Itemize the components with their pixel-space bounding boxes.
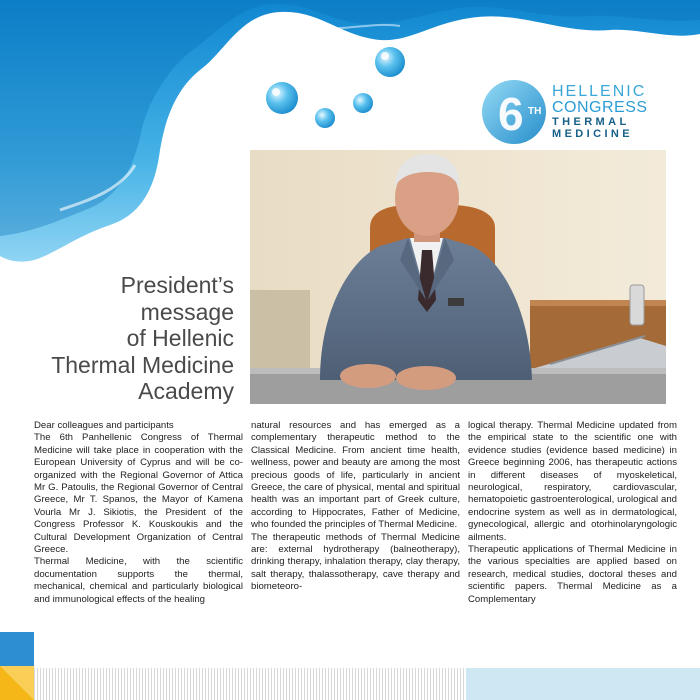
footer-blue-bar bbox=[466, 668, 700, 700]
blue-corner-square bbox=[0, 632, 34, 666]
logo-line-thermal: THERMAL bbox=[552, 116, 630, 128]
paragraph: Dear colleagues and participants bbox=[34, 420, 174, 431]
logo-text bbox=[552, 84, 648, 140]
logo-number: 6 bbox=[498, 88, 524, 140]
body-column-1 bbox=[34, 420, 243, 606]
yellow-corner-square bbox=[0, 666, 34, 700]
title-line: of Hellenic bbox=[126, 325, 234, 351]
title-line: Academy bbox=[138, 378, 234, 404]
logo-line-hellenic: HELLENIC bbox=[552, 83, 647, 100]
page-title bbox=[20, 272, 234, 405]
logo-line-congress: CONGRESS bbox=[552, 99, 648, 116]
logo-line-medicine: MEDICINE bbox=[552, 128, 633, 140]
body-column-2 bbox=[251, 420, 460, 594]
president-photo bbox=[250, 150, 666, 404]
footer-stripes bbox=[34, 668, 466, 700]
title-line: Thermal Medicine bbox=[51, 351, 234, 378]
title-line: message bbox=[140, 298, 234, 325]
logo-suffix: TH bbox=[528, 106, 542, 117]
paragraph: The 6th Panhellenic Congress of Thermal Medicine will take place in cooperation with the European University of Cyprus and will be co-organized with the Regional Governor of Attica Mr G. Patoulis, the Regional Governor of Central Greece, Mr T. Spanos, the Mayor of Kamena Vourla Mr J. Sikiotis, the President of the Congress Professor K. Kouskoukis and the Cultural Development Organization of Central Greece. bbox=[34, 432, 243, 556]
paragraph: Therapeutic applications of Thermal Medicine in the various specialties are applied based on research, medical studies, doctoral theses and scientific papers. Thermal Medicine as a Complementary bbox=[468, 544, 677, 605]
paragraph: natural resources and has emerged as a complementary therapeutic method to the Classical Medicine. From ancient time health, wellness, power and beauty are among the most precious goods of life, particularly in ancient Greece, the care of physical, mental and spiritual health was an important part of Greek culture, according to Hippocrates, Father of Medicine, who founded the principles of Thermal Medicine. bbox=[251, 420, 460, 531]
paragraph: The therapeutic methods of Thermal Medicine are: external hydrotherapy (balneotherapy), drinking therapy, inhalation therapy, clay therapy, salt therapy, thalassotherapy, cave therapy and biometeoro- bbox=[251, 531, 460, 593]
title-line: President’s bbox=[120, 272, 234, 298]
body-column-3 bbox=[468, 420, 677, 606]
paragraph: Thermal Medicine, with the scientific documentation supports the thermal, mechanical, chemical and particularly biological and immunological effects of the healing bbox=[34, 556, 243, 605]
paragraph: logical therapy. Thermal Medicine updated from the empirical state to the scientific one with evidence studies (evidence based medicine) in Greece beginning 2006, has therapeutic actions in different diseases of myoskeletical, neurological, respiratory, cardiovascular, hematopoietic gastroenterological, urological and endocrine system as well as in dermatological, gynecological, allergic and otorhinolaryngologic ailments. bbox=[468, 420, 677, 543]
